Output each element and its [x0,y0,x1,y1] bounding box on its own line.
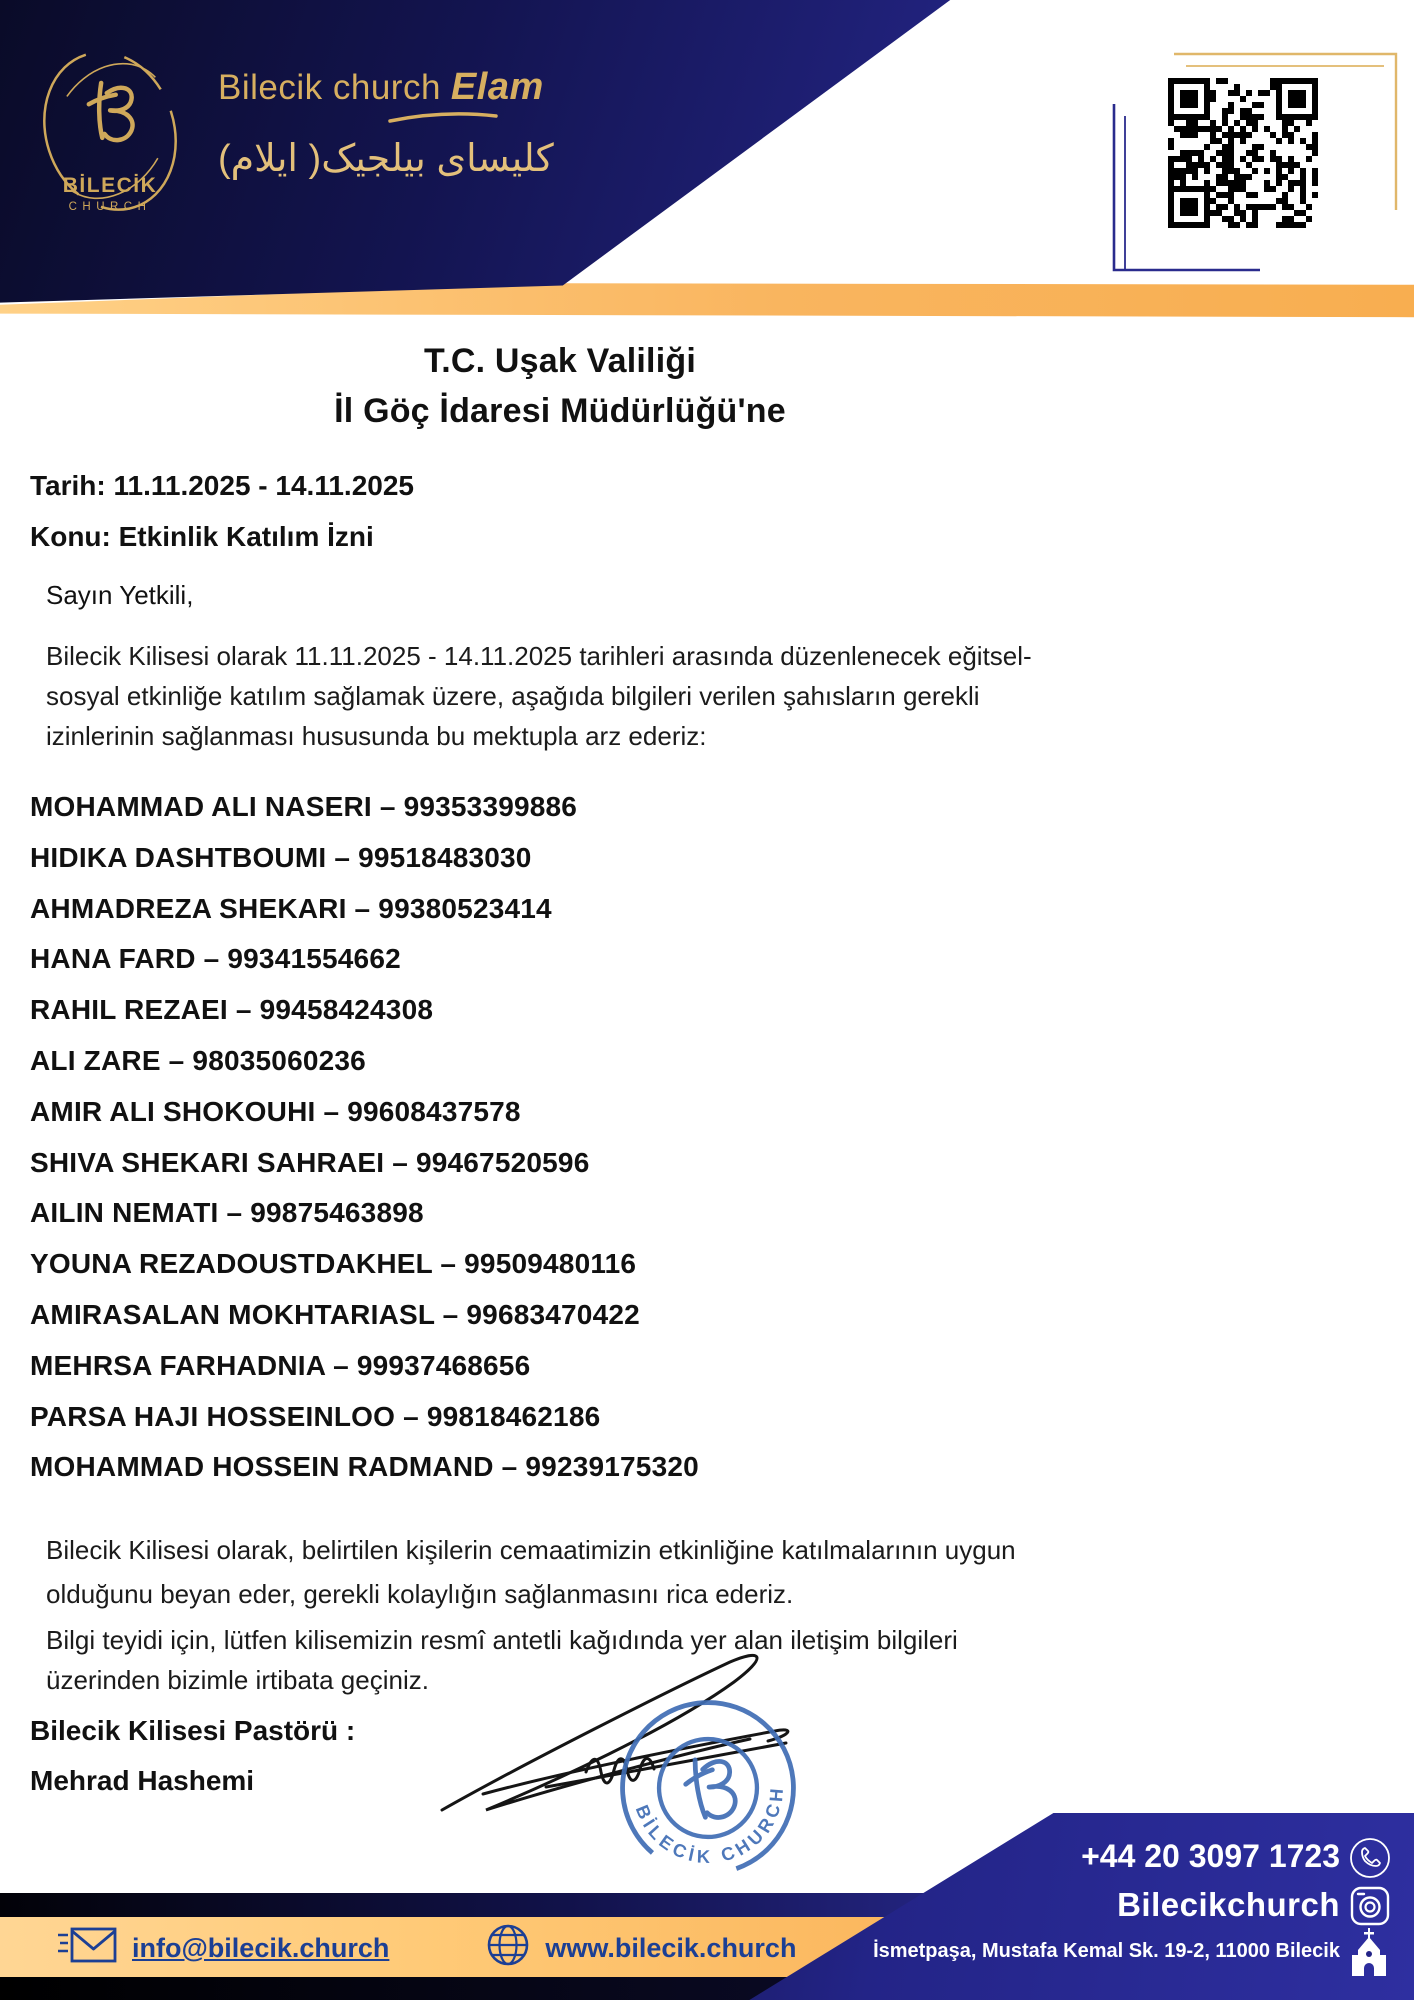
greeting: Sayın Yetkili, [46,580,194,610]
svg-text:BİLECİK CHURCH [631,1780,798,1878]
participant-line: ALI ZARE – 98035060236 [30,1044,366,1076]
subject-line: Konu: Etkinlik Katılım İzni [30,521,374,552]
title-line-2: İl Göç İdaresi Müdürlüğü'ne [334,392,786,430]
participant-line: MOHAMMAD HOSSEIN RADMAND – 99239175320 [30,1451,699,1483]
brand-title [218,66,544,109]
participant-line: HIDIKA DASHTBOUMI – 99518483030 [30,841,532,873]
stamp-text: BİLECİK CHURCH [631,1783,788,1868]
instagram-icon [1348,1884,1392,1933]
logo-word-bilecik: BİLECİK [62,174,158,197]
signer-title: Bilecik Kilisesi Pastörü : [30,1715,356,1746]
participant-line: MEHRSA FARHADNIA – 99937468656 [30,1349,531,1381]
footer-instagram-handle[interactable]: Bilecikchurch [1117,1886,1340,1923]
envelope-icon [56,1923,118,1974]
globe-icon [485,1922,531,1975]
participant-line: SHIVA SHEKARI SAHRAEI – 99467520596 [30,1146,590,1178]
brand-elam: Elam [450,66,544,108]
participant-line: AILIN NEMATI – 99875463898 [30,1197,424,1229]
letter-title [0,336,1120,436]
declaration-paragraph: Bilecik Kilisesi olarak, belirtilen kişilerin cemaatimizin etkinliğine katılmalarının uygun olduğunu beyan eder, gerekli kolaylığın sağlanmasını rica ederiz. [46,1535,1016,1609]
footer-website-item[interactable] [485,1922,796,1975]
signer-name: Mehrad Hashemi [30,1765,255,1796]
participant-line: HANA FARD – 99341554662 [30,943,401,975]
title-line-1: T.C. Uşak Valiliği [424,342,696,380]
elam-underline-swoosh [388,112,498,124]
church-logo [25,36,195,236]
date-line: Tarih: 11.11.2025 - 14.11.2025 [30,470,415,501]
brand-title-persian: کلیسای بیلجیک( ایلام) [218,138,554,180]
church-icon [1346,1928,1392,1981]
signature-block [30,1706,355,1806]
participants-list [30,782,699,1493]
footer-email[interactable]: info@bilecik.church [132,1933,390,1963]
footer-contact-row [56,1922,796,1975]
footer-email-item[interactable] [56,1923,389,1974]
participant-line: RAHIL REZAEI – 99458424308 [30,994,434,1026]
contact-paragraph: Bilgi teyidi için, lütfen kilisemizin resmî antetli kağıdında yer alan iletişim bilgileri üzerinden bizimle irtibata geçiniz. [46,1625,958,1695]
letter-meta [30,460,414,562]
footer-address: İsmetpaşa, Mustafa Kemal Sk. 19-2, 11000 Bilecik [873,1940,1340,1962]
participant-line: AMIRASALAN MOKHTARIASL – 99683470422 [30,1298,640,1330]
brand-name: Bilecik church [218,68,441,107]
participant-line: AMIR ALI SHOKOUHI – 99608437578 [30,1095,521,1127]
phone-icon [1348,1836,1392,1887]
participant-line: MOHAMMAD ALI NASERI – 99353399886 [30,791,578,822]
intro-paragraph: Bilecik Kilisesi olarak 11.11.2025 - 14.11.2025 tarihleri arasında düzenlenecek eğitsel-sosyal etkinliğe katılım sağlamak üzere, aşağıda bilgileri verilen şahısların gerekli izinlerinin sağlanması hususunda bu mektupla arz ederiz: [46,641,1032,751]
logo-word-church: CHURCH [68,201,152,213]
footer-phone[interactable]: +44 20 3097 1723 [1081,1838,1340,1874]
participant-line: AHMADREZA SHEKARI – 99380523414 [30,892,552,924]
participant-line: PARSA HAJI HOSSEINLOO – 99818462186 [30,1400,601,1432]
qr-code [1168,78,1318,228]
footer-website[interactable]: www.bilecik.church [545,1933,797,1963]
church-stamp [598,1678,818,1898]
participant-line: YOUNA REZADOUSTDAKHEL – 99509480116 [30,1248,637,1280]
